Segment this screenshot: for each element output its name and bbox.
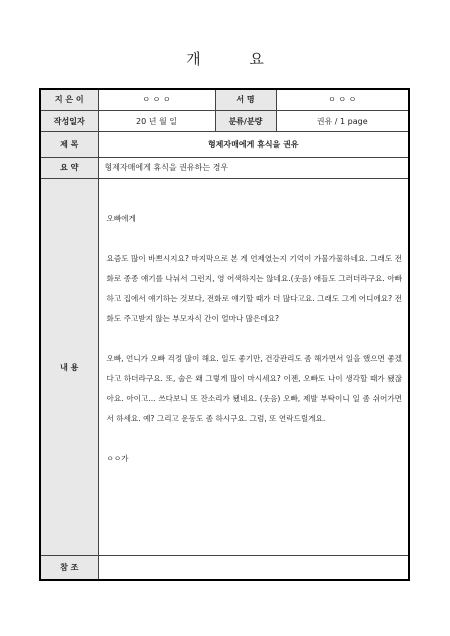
document-form-table [39,88,410,581]
greeting-text: 오빠에게 [106,213,136,223]
sign-value: ㅇ ㅇ ㅇ [276,89,409,110]
content-paragraph-1: 요즘도 많이 바쁘시지요? 마지막으로 본 게 언제였는지 기억이 가물가물하네요. 그래도 전화로 종종 얘기를 나눠서 그런지, 영 어색하지는 않네요.(웃음) 애들도 그러더라구요. 아빠하고 집에서 얘기하는 것보다, 전화로 얘기할 때가 더 많다고요. 그래도 그게 어디에요? 전화도 주고받지 않는 부모자식 간이 얼마나 많은데요? [106,253,402,323]
signoff-text: ㅇㅇ가 [106,453,129,463]
content-label: 내 용 [40,178,98,555]
category-value: 권유 / 1 page [276,110,409,131]
content-paragraph-2: 오빠, 언니가 오빠 걱정 많이 해요. 일도 좋기만, 건강관리도 좀 해가면서 일을 했으면 좋겠다고 하더라구요. 또, 술은 왜 그렇게 많이 마시세요? 이젠, 오빠도 나이 생각할 때가 됐잖아요. 아이고... 쓰다보니 또 잔소리가 됐네요. (웃음) 오빠, 제발 부탁이니 일 좀 쉬어가면서 하세요. 예? 그리고 운동도 좀 하시구요. 그럼, 또 연락드릴게요. [106,353,402,423]
summary-value: 형제자매에게 휴식을 권유하는 경우 [98,157,409,178]
date-label: 작성일자 [40,110,98,131]
author-value: ㅇ ㅇ ㅇ [98,89,215,110]
subject-value: 형제자매에게 휴식을 권유 [98,132,409,157]
subject-label: 제 목 [40,132,98,157]
summary-label: 요 약 [40,157,98,178]
reference-value [98,556,409,580]
sign-label: 서 명 [215,89,276,110]
author-label: 지 은 이 [40,89,98,110]
content-body [98,178,409,555]
page-title: 개 요 [186,50,286,68]
date-value: 20 년 월 일 [98,110,215,131]
reference-label: 참 조 [40,556,98,580]
category-label: 분류/분량 [215,110,276,131]
